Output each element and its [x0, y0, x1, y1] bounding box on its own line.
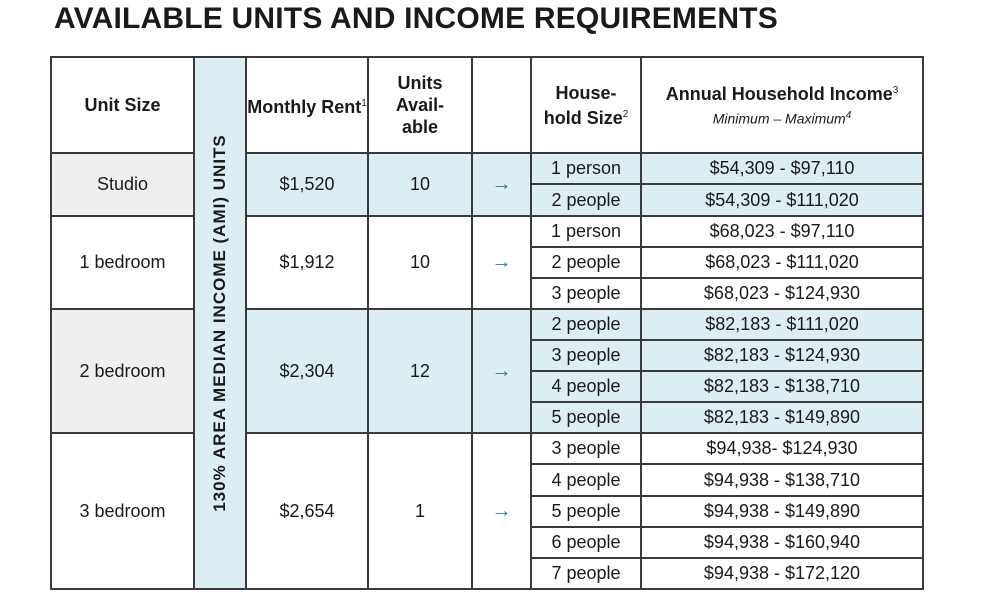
income-cell: $94,938 - $172,120 [641, 558, 923, 589]
income-cell: $82,183 - $111,020 [641, 309, 923, 340]
income-cell: $94,938 - $149,890 [641, 496, 923, 527]
arrow-icon: → [472, 153, 531, 215]
household-cell: 7 people [531, 558, 641, 589]
header-household-size: House- hold Size$^2$ [531, 57, 641, 153]
income-cell: $54,309 - $111,020 [641, 184, 923, 215]
units-cell: 10 [368, 216, 472, 309]
units-cell: 10 [368, 153, 472, 215]
table-row [51, 433, 923, 464]
arrow-icon: → [472, 216, 531, 309]
household-cell: 4 people [531, 464, 641, 495]
unit-size-cell: 3 bedroom [51, 433, 194, 589]
household-cell: 5 people [531, 496, 641, 527]
ami-band [194, 57, 246, 589]
household-cell: 1 person [531, 153, 641, 184]
household-cell: 2 people [531, 309, 641, 340]
household-cell: 4 people [531, 371, 641, 402]
header-arrow-column [472, 57, 531, 153]
header-income: Annual Household Income$^3$ Minimum – Maximum$^4$ [641, 57, 923, 153]
rent-cell: $2,654 [246, 433, 368, 589]
income-cell: $94,938 - $160,940 [641, 527, 923, 558]
header-unit-size: Unit Size [51, 57, 194, 153]
table-header-row [51, 57, 923, 153]
household-cell: 1 person [531, 216, 641, 247]
units-cell: 12 [368, 309, 472, 433]
household-cell: 5 people [531, 402, 641, 433]
unit-size-cell: 1 bedroom [51, 216, 194, 309]
income-cell: $94,938- $124,930 [641, 433, 923, 464]
units-income-table [50, 56, 924, 590]
units-cell: 1 [368, 433, 472, 589]
rent-cell: $2,304 [246, 309, 368, 433]
rent-cell: $1,912 [246, 216, 368, 309]
income-cell: $82,183 - $149,890 [641, 402, 923, 433]
unit-size-cell: 2 bedroom [51, 309, 194, 433]
household-cell: 3 people [531, 433, 641, 464]
table-row [51, 153, 923, 184]
income-cell: $94,938 - $138,710 [641, 464, 923, 495]
page-title: AVAILABLE UNITS AND INCOME REQUIREMENTS [54, 2, 778, 35]
header-monthly-rent: Monthly Rent$^1$ [246, 57, 368, 153]
table-row [51, 309, 923, 340]
household-cell: 2 people [531, 184, 641, 215]
income-cell: $54,309 - $97,110 [641, 153, 923, 184]
income-cell: $68,023 - $124,930 [641, 278, 923, 309]
household-cell: 3 people [531, 278, 641, 309]
table-row [51, 216, 923, 247]
rent-cell: $1,520 [246, 153, 368, 215]
household-cell: 3 people [531, 340, 641, 371]
unit-size-cell: Studio [51, 153, 194, 215]
ami-label: 130% AREA MEDIAN INCOME (AMI) UNITS [210, 134, 229, 512]
arrow-icon: → [472, 433, 531, 589]
income-cell: $68,023 - $111,020 [641, 247, 923, 278]
household-cell: 6 people [531, 527, 641, 558]
household-cell: 2 people [531, 247, 641, 278]
income-cell: $82,183 - $138,710 [641, 371, 923, 402]
header-units-available: Units Avail- able [368, 57, 472, 153]
arrow-icon: → [472, 309, 531, 433]
income-cell: $68,023 - $97,110 [641, 216, 923, 247]
income-cell: $82,183 - $124,930 [641, 340, 923, 371]
